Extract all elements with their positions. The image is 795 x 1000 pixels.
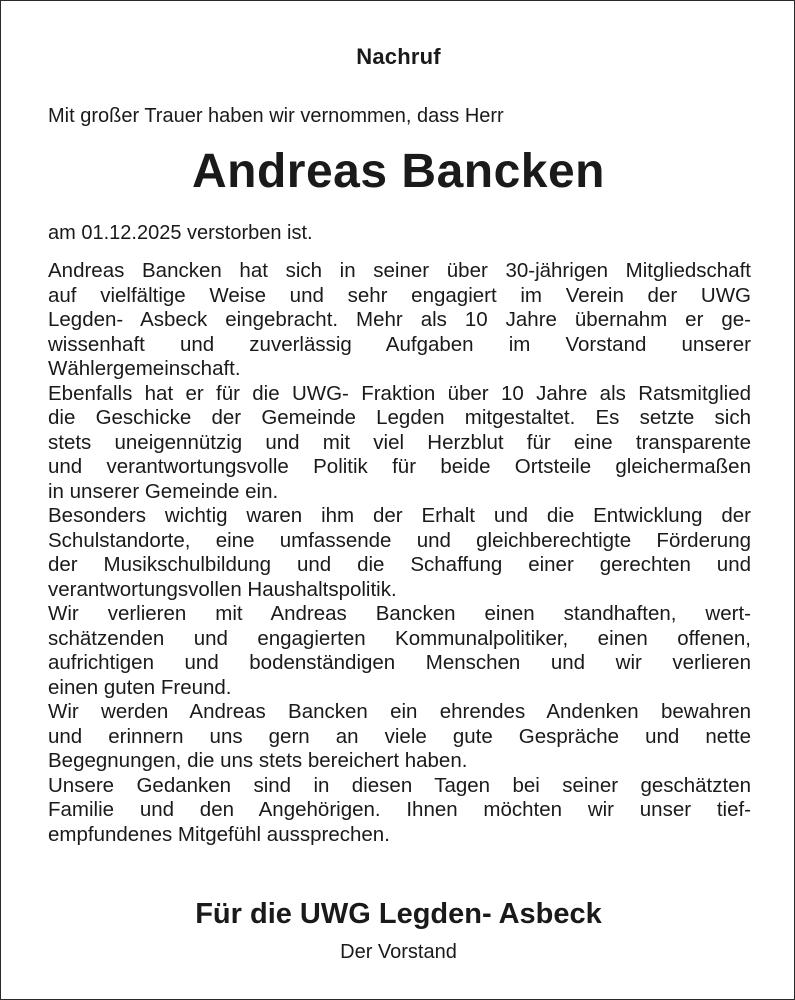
body-line: empfundenes Mitgefühl aussprechen. — [48, 822, 390, 846]
body-line: Familie und den Angehörigen. Ihnen möchten wir unser tief- — [48, 798, 751, 821]
body-line: und erinnern uns gern an viele gute Gespräche und nette — [48, 724, 751, 748]
body-line: Legden- Asbeck eingebracht. Mehr als 10 Jahre übernahm er ge- — [48, 308, 751, 331]
body-line: Schulstandorte, eine umfassende und gleichberechtigte Förderung — [48, 528, 751, 552]
notice-heading: Nachruf — [356, 44, 441, 69]
body-line: Wir verlieren mit Andreas Bancken einen standhaften, wert- — [48, 602, 751, 625]
signoff-board: Der Vorstand — [340, 941, 457, 963]
body-line: der Musikschulbildung und die Schaffung einer gerechten und — [48, 553, 751, 576]
body-text — [48, 259, 751, 847]
body-line: verantwortungsvollen Haushaltspolitik. — [48, 577, 397, 601]
body-line: Wählergemeinschaft. — [48, 357, 241, 380]
body-line: auf vielfältige Weise und sehr engagiert im Verein der UWG — [48, 283, 751, 307]
body-line: und verantwortungsvolle Politik für beide Ortsteile gleichermaßen — [48, 455, 751, 478]
body-line: schätzenden und engagierten Kommunalpolitiker, einen offenen, — [48, 626, 751, 650]
signoff-organization: Für die UWG Legden- Asbeck — [195, 898, 602, 930]
date-of-death-line: am 01.12.2025 verstorben ist. — [48, 222, 313, 244]
body-line: in unserer Gemeinde ein. — [48, 479, 279, 503]
body-line: Ebenfalls hat er für die UWG- Fraktion über 10 Jahre als Ratsmitglied — [48, 381, 751, 405]
intro-text: Mit großer Trauer haben wir vernommen, dass Herr — [48, 105, 504, 127]
body-line: Besonders wichtig waren ihm der Erhalt und die Entwicklung der — [48, 504, 751, 527]
body-line: Unsere Gedanken sind in diesen Tagen bei seiner geschätzten — [48, 773, 751, 797]
body-line: Begegnungen, die uns stets bereichert haben. — [48, 749, 468, 772]
body-line: einen guten Freund. — [48, 675, 232, 699]
body-line: Andreas Bancken hat sich in seiner über 30-jährigen Mitgliedschaft — [48, 259, 751, 282]
body-line: wissenhaft und zuverlässig Aufgaben im Vorstand unserer — [48, 332, 751, 356]
body-line: stets uneigennützig und mit viel Herzblut für eine transparente — [48, 430, 751, 454]
body-line: die Geschicke der Gemeinde Legden mitgestaltet. Es setzte sich — [48, 406, 751, 429]
deceased-name: Andreas Bancken — [192, 145, 605, 198]
body-line: Wir werden Andreas Bancken ein ehrendes Andenken bewahren — [48, 700, 751, 723]
body-line: aufrichtigen und bodenständigen Menschen und wir verlieren — [48, 651, 751, 674]
